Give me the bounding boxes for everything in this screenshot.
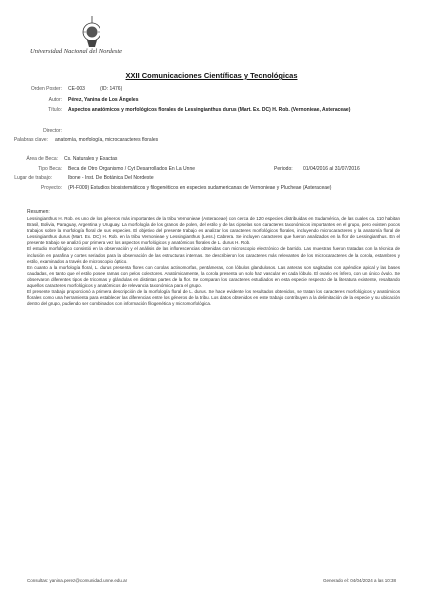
abstract-paragraph: En cuanto a la morfología floral, L. durus presenta flores con corolas actinomorfas, pentámeras, con lóbulos glandulosos. Las anteras son sagitadas con apéndice apical y las bases caudadas, en tanto que el estilo posee ramas con pelos colectores. Anatómicamente, la corola presenta un solo haz vascular en cada lóbulo. El ovario es ínfero, con un único óvulo. Se observaron diferentes tipos de tricomas y glándulas en distintas partes de la flor. Se comparan los caracteres estudiados en esta especie respecto de la literatura existente, resaltando aquellos caracteres morfológicos y anatómicos de relevancia taxonómica para el grupo. [27,264,400,289]
titulo-label: Título: [48,107,62,113]
abstract-body [27,216,400,307]
proyecto-label: Proyecto: [40,185,62,191]
periodo-value: 01/04/2016 al 31/07/2016 [303,166,360,172]
palabras-value: anatomía, morfología, microcaracteres florales [55,137,159,143]
area-label: Área de Beca: [26,156,58,162]
footer-generated: Generado el: 04/04/2024 a las 10:38 [322,578,396,583]
lugar-value: Ibone - Inst. De Botánica Del Nordeste [68,175,154,181]
abstract-paragraph: El estudio morfológico consistió en la observación y el análisis de las inflorescencias obtenidas con microscopio electrónico de barrido. Las muestras fueron tratadas con la técnica de inclusión en parafina y cortes seriados para la observación de las estructuras internas. Se describieron los caracteres más relevantes de los microcaracteres de la corola, estambres y estilo, examinados a través de microscopio óptico. [27,246,400,264]
director-label: Director: [43,128,62,134]
autor-value: Pérez, Yanina de Los Ángeles [68,97,139,103]
abstract-paragraph: El presente trabajo proporcionó a primera descripción de la morfología floral de L. durus. Se hace evidente los resultados obtenidos, se tratan los caracteres morfológicos y anatómicos florales como una herramienta para establecer las diferencias entre los géneros de la tribu. Los datos obtenidos en este trabajo contribuyen a la delimitación de la especie y su ubicación dentro del grupo, pudiendo ser combinados con información filogenética y micromorfológica. [27,289,400,307]
tipo-value: Beca de Otro Organismo / Cyt Desarrollados En La Unne [68,166,196,172]
metadata-block [0,86,423,206]
periodo-label: Periodo: [274,166,293,172]
palabras-label: Palabras clave: [13,137,48,143]
page-title: XXII Comunicaciones Científicas y Tecnológicas [125,71,298,80]
orden-id: (ID: 1476) [100,86,123,92]
university-name: Universidad Nacional del Nordeste [30,48,123,55]
orden-label: Orden Poster: [30,86,62,92]
tipo-label: Tipo Beca: [38,166,62,172]
orden-value: CE-003 [68,86,85,92]
lugar-label: Lugar de trabajo: [14,175,52,181]
footer-email: Consultas: yanina.perez@comunidad.unne.edu.ar [27,578,128,583]
autor-label: Autor: [48,97,62,103]
abstract-paragraph: Lessingianthus H. Rob. es uno de los géneros más importantes de la tribu Vernonieae (Asteraceae) con cerca de 120 especies distribuidas en Sudamérica, de las cuales ca. 110 habitan Brasil, Bolivia, Paraguay, Argentina y Uruguay. La morfología de los granos de polen, del estilo y de las cipselas son caracteres taxonómicos importantes en el grupo, pero existen pocos trabajos sobre la morfología floral de sus especies. El objetivo del presente trabajo es analizar los caracteres morfológicos florales, incluyendo microcaracteres y la anatomía floral de Lessingianthus durus (Mart. Ex. DC) H. Rob. en la tribu Vernonieae y Lessingianthus (Less.) Cabrera. Se incluyen caracteres que fueron analizados en la flor de Lessingianthus. En el presente trabajo se analizó por primera vez los aspectos morfológicos y anatómicos florales de L. durus H. Rob. [27,216,400,246]
abstract-heading: Resumen: [27,209,50,215]
titulo-value: Aspectos anatómicos y morfológicos florales de Lessingianthus durus (Mart. Ex. DC) H. Rob. (Vernonieae, Asteraceae) [68,107,351,113]
proyecto-value: (PI-F009) Estudios biosistemáticos y filogenéticos en especies sudamericanas de Vernonieae y Plucheae (Asteraceae) [68,185,332,191]
area-value: Cs. Naturales y Exactas [64,156,118,162]
